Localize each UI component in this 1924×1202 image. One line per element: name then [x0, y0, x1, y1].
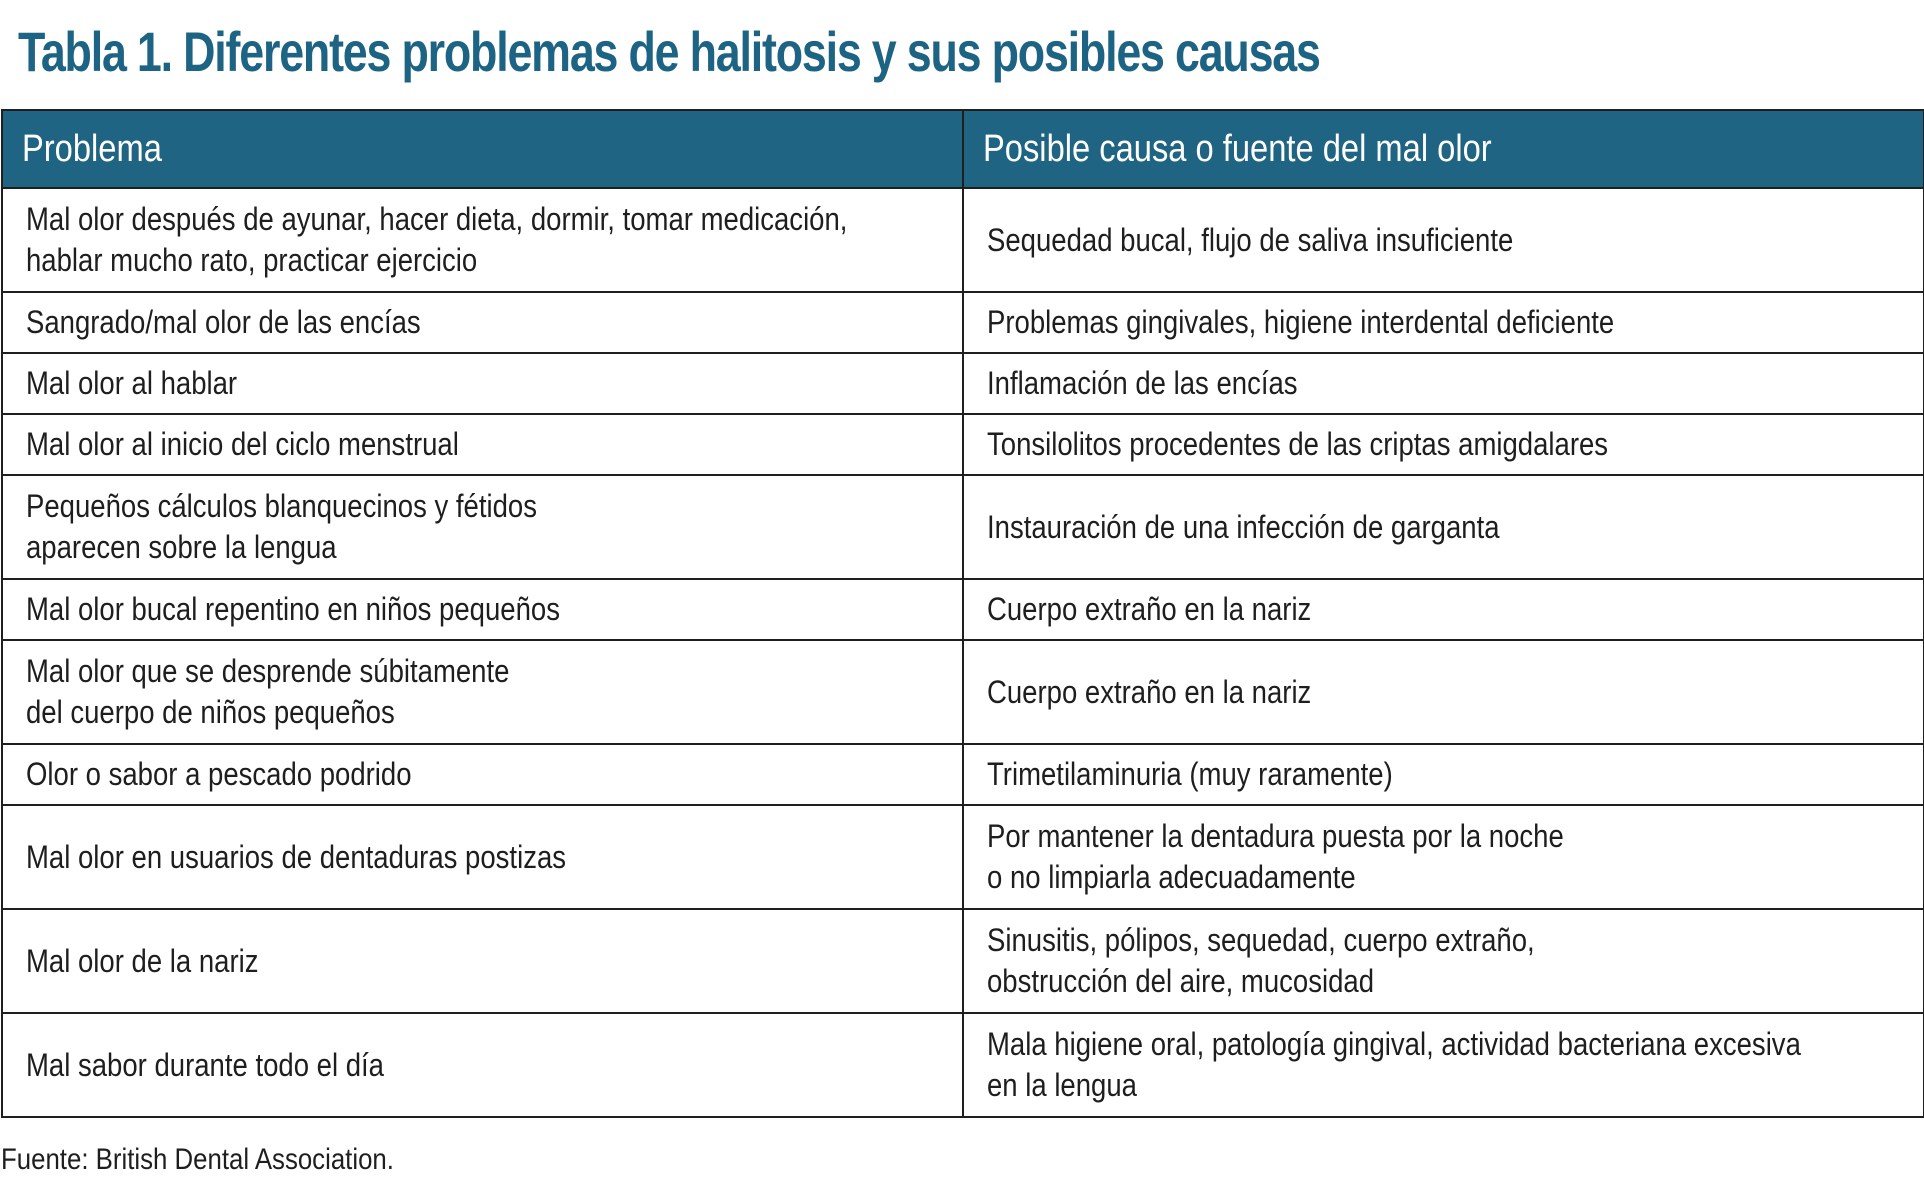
column-header-problema: Problema: [2, 110, 963, 188]
cause-cell: Instauración de una infección de garganta: [963, 475, 1924, 579]
cause-cell: Sequedad bucal, flujo de saliva insuficiente: [963, 188, 1924, 292]
table-row: [2, 188, 1924, 292]
table-row: [2, 579, 1924, 640]
table-row: [2, 414, 1924, 475]
cause-cell: Sinusitis, pólipos, sequedad, cuerpo extraño, obstrucción del aire, mucosidad: [963, 909, 1924, 1013]
problem-cell: Sangrado/mal olor de las encías: [2, 292, 963, 353]
cause-cell: Cuerpo extraño en la nariz: [963, 579, 1924, 640]
table-row: [2, 909, 1924, 1013]
table-row: [2, 292, 1924, 353]
problem-cell: Mal olor al hablar: [2, 353, 963, 414]
column-header-causa: Posible causa o fuente del mal olor: [963, 110, 1924, 188]
problem-cell: Mal sabor durante todo el día: [2, 1013, 963, 1117]
table-title: Tabla 1. Diferentes problemas de halitosis y sus posibles causas: [18, 20, 1320, 83]
problem-cell: Pequeños cálculos blanquecinos y fétidos aparecen sobre la lengua: [2, 475, 963, 579]
problem-cell: Mal olor después de ayunar, hacer dieta, dormir, tomar medicación, hablar mucho rato, practicar ejercicio: [2, 188, 963, 292]
source-note: Fuente: British Dental Association.: [1, 1143, 394, 1176]
cause-cell: Trimetilaminuria (muy raramente): [963, 744, 1924, 805]
table-row: [2, 353, 1924, 414]
problem-cell: Mal olor bucal repentino en niños pequeños: [2, 579, 963, 640]
problem-cell: Mal olor de la nariz: [2, 909, 963, 1013]
problem-cell: Mal olor al inicio del ciclo menstrual: [2, 414, 963, 475]
table-header-row: [2, 110, 1924, 188]
table-row: [2, 744, 1924, 805]
table-row: [2, 475, 1924, 579]
problem-cell: Mal olor en usuarios de dentaduras postizas: [2, 805, 963, 909]
problem-cell: Olor o sabor a pescado podrido: [2, 744, 963, 805]
cause-cell: Por mantener la dentadura puesta por la noche o no limpiarla adecuadamente: [963, 805, 1924, 909]
cause-cell: Cuerpo extraño en la nariz: [963, 640, 1924, 744]
halitosis-table: [1, 109, 1924, 1118]
problem-cell: Mal olor que se desprende súbitamente del cuerpo de niños pequeños: [2, 640, 963, 744]
cause-cell: Problemas gingivales, higiene interdental deficiente: [963, 292, 1924, 353]
cause-cell: Inflamación de las encías: [963, 353, 1924, 414]
table-row: [2, 805, 1924, 909]
table-row: [2, 1013, 1924, 1117]
cause-cell: Tonsilolitos procedentes de las criptas amigdalares: [963, 414, 1924, 475]
cause-cell: Mala higiene oral, patología gingival, actividad bacteriana excesiva en la lengua: [963, 1013, 1924, 1117]
table-row: [2, 640, 1924, 744]
